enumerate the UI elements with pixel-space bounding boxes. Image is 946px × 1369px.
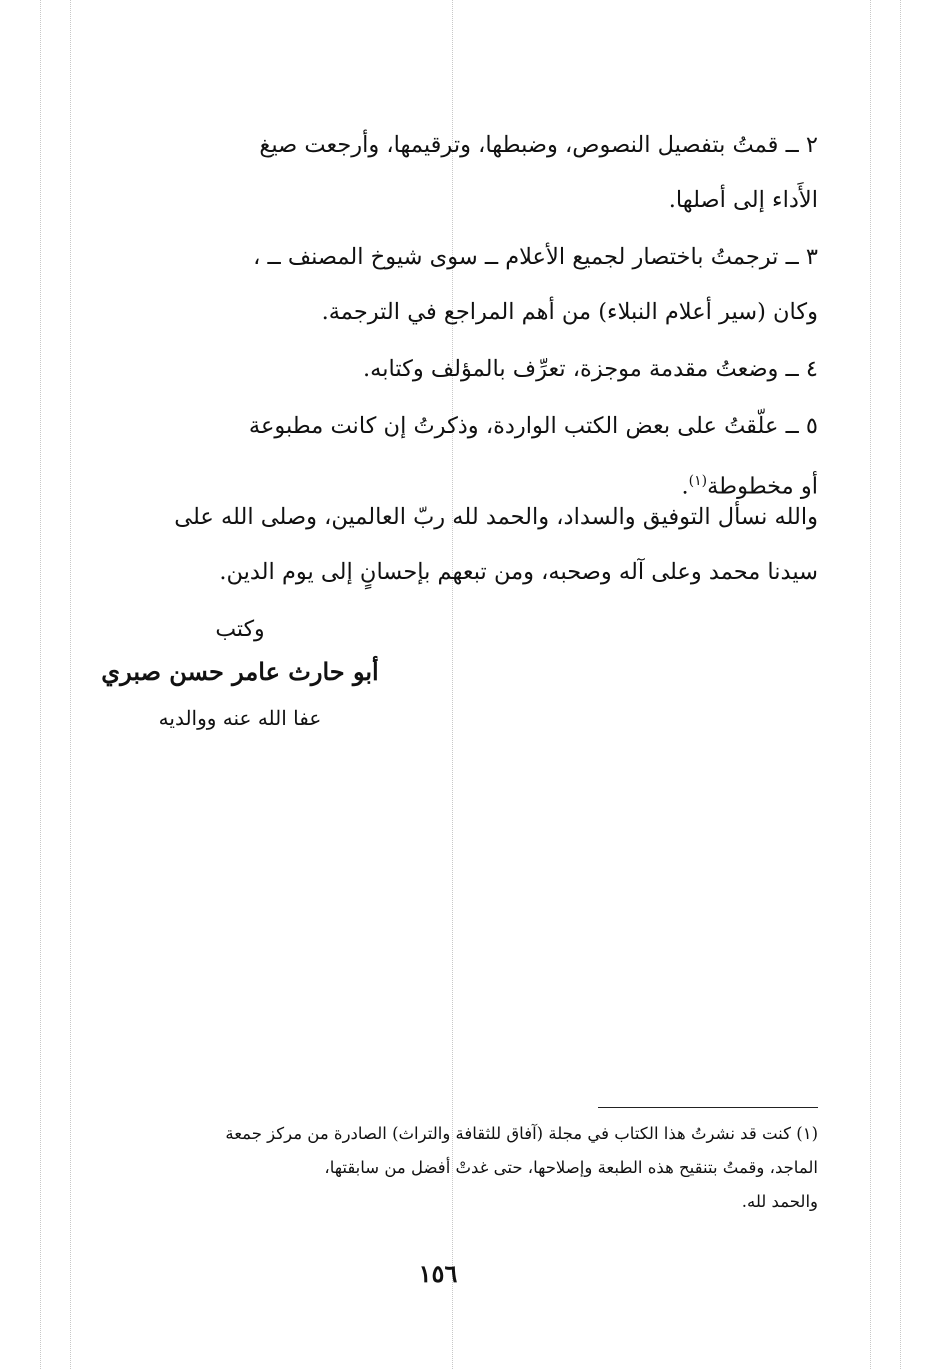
list-item-3-line-1: ٣ ــ ترجمتُ باختصار لجميع الأعلام ــ سوى شيوخ المصنف ــ ، bbox=[253, 244, 818, 270]
list-item-4-line-1: ٤ ــ وضعتُ مقدمة موجزة، تعرِّف بالمؤلف وكتابه. bbox=[363, 356, 818, 382]
list-item-4 bbox=[90, 342, 818, 397]
list-item-5-line-2-end: . bbox=[681, 473, 689, 500]
footnote-line-1: (١) كنت قد نشرتُ هذا الكتاب في مجلة (آفاق للثقافة والتراث) الصادرة من مركز جمعة bbox=[225, 1124, 818, 1143]
closing-line-2: سيدنا محمد وعلى آله وصحبه، ومن تبعهم بإحسانٍ إلى يوم الدين. bbox=[219, 559, 818, 585]
list-item-2-line-1: ٢ ــ قمتُ بتفصيل النصوص، وضبطها، وترقيمها، وأرجعت صيغ bbox=[259, 132, 818, 158]
scan-guide-line bbox=[870, 0, 871, 1369]
closing-prayer bbox=[90, 490, 818, 600]
method-list bbox=[90, 118, 818, 515]
scan-guide-line bbox=[70, 0, 71, 1369]
list-item-5-line-1: ٥ ــ علّقتُ على بعض الكتب الواردة، وذكرتُ إن كانت مطبوعة bbox=[248, 413, 818, 439]
scan-guide-line bbox=[900, 0, 901, 1369]
list-item-2-line-2: الأَداء إلى أصلها. bbox=[668, 187, 818, 213]
footnote-reference[interactable]: (١) bbox=[688, 473, 708, 489]
scan-guide-line bbox=[40, 0, 41, 1369]
footnote-line-3: والحمد لله. bbox=[741, 1192, 818, 1211]
list-item-5-line-2: أو مخطوطة bbox=[707, 473, 818, 500]
footnote bbox=[86, 1117, 818, 1219]
signature-author-name: أبو حارث عامر حسن صبري bbox=[101, 657, 379, 686]
list-item-3 bbox=[90, 230, 818, 340]
list-item-3-line-2: وكان (سير أعلام النبلاء) من أهم المراجع في الترجمة. bbox=[321, 299, 818, 325]
closing-line-1: والله نسأل التوفيق والسداد، والحمد لله ربّ العالمين، وصلى الله على bbox=[174, 504, 818, 530]
footnote-line-2: الماجد، وقمتُ بتنقيح هذه الطبعة وإصلاحها، حتى غدتْ أفضل من سابقتها، bbox=[324, 1158, 818, 1177]
footnote-divider bbox=[598, 1107, 818, 1108]
list-item-2 bbox=[90, 118, 818, 228]
signature-written-by: وكتب bbox=[215, 617, 265, 642]
page-number: ١٥٦ bbox=[418, 1259, 458, 1288]
signature-prayer: عفا الله عنه ووالديه bbox=[158, 706, 322, 730]
